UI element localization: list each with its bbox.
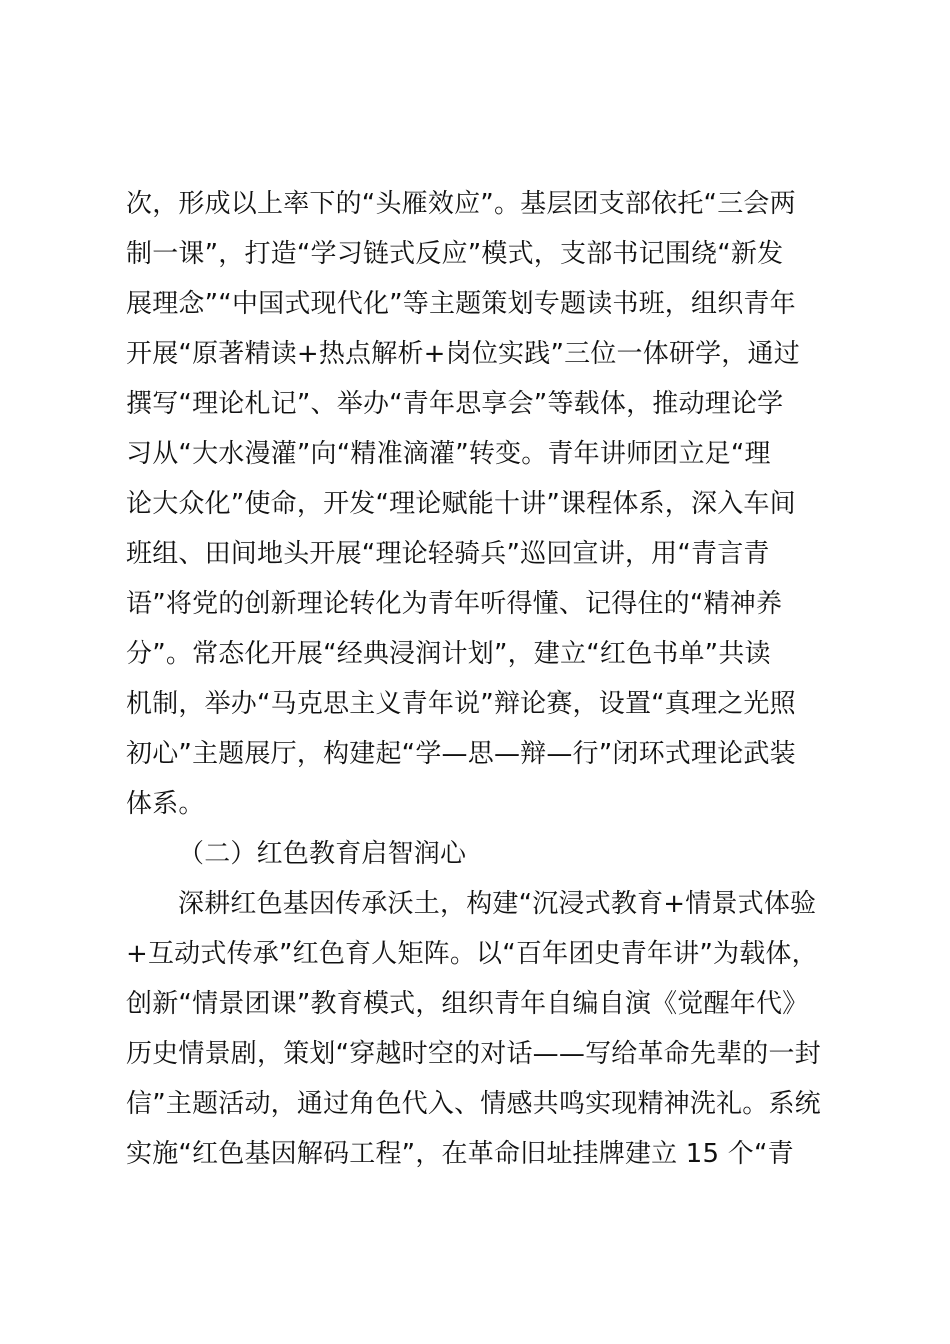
body-text-line: 次，形成以上率下的“头雁效应”。基层团支部依托“三会两 — [126, 189, 796, 219]
body-text-line: 信”主题活动，通过角色代入、情感共鸣实现精神洗礼。系统 — [126, 1089, 821, 1119]
body-text-line: 分”。常态化开展“经典浸润计划”，建立“红色书单”共读 — [126, 639, 771, 669]
body-text-line: 展理念”“中国式现代化”等主题策划专题读书班，组织青年 — [126, 289, 796, 319]
body-text-line: 深耕红色基因传承沃土，构建“沉浸式教育+情景式体验 — [178, 889, 817, 919]
body-text-line: +互动式传承”红色育人矩阵。以“百年团史青年讲”为载体， — [126, 939, 818, 969]
body-text-line: 历史情景剧，策划“穿越时空的对话——写给革命先辈的一封 — [126, 1039, 821, 1069]
body-text-line: 语”将党的创新理论转化为青年听得懂、记得住的“精神养 — [126, 589, 783, 619]
body-text-line: 实施“红色基因解码工程”，在革命旧址挂牌建立 15 个“青 — [126, 1139, 794, 1169]
body-text-line: 制一课”，打造“学习链式反应”模式，支部书记围绕“新发 — [126, 239, 784, 269]
body-text-line: 初心”主题展厅，构建起“学—思—辩—行”闭环式理论武装 — [126, 739, 796, 769]
body-text-line: 体系。 — [126, 789, 205, 819]
body-text-line: 论大众化”使命，开发“理论赋能十讲”课程体系，深入车间 — [126, 489, 796, 519]
body-text-line: 习从“大水漫灌”向“精准滴灌”转变。青年讲师团立足“理 — [126, 439, 771, 469]
body-text-line: 开展“原著精读+热点解析+岗位实践”三位一体研学，通过 — [126, 339, 800, 369]
body-text-line: 机制，举办“马克思主义青年说”辩论赛，设置“真理之光照 — [126, 689, 796, 719]
body-text-line: 撰写“理论札记”、举办“青年思享会”等载体，推动理论学 — [126, 389, 784, 419]
body-text-line: 班组、田间地头开展“理论轻骑兵”巡回宣讲，用“青言青 — [126, 539, 770, 569]
section-heading: （二）红色教育启智润心 — [178, 839, 467, 869]
body-text-line: 创新“情景团课”教育模式，组织青年自编自演《觉醒年代》 — [126, 989, 809, 1019]
